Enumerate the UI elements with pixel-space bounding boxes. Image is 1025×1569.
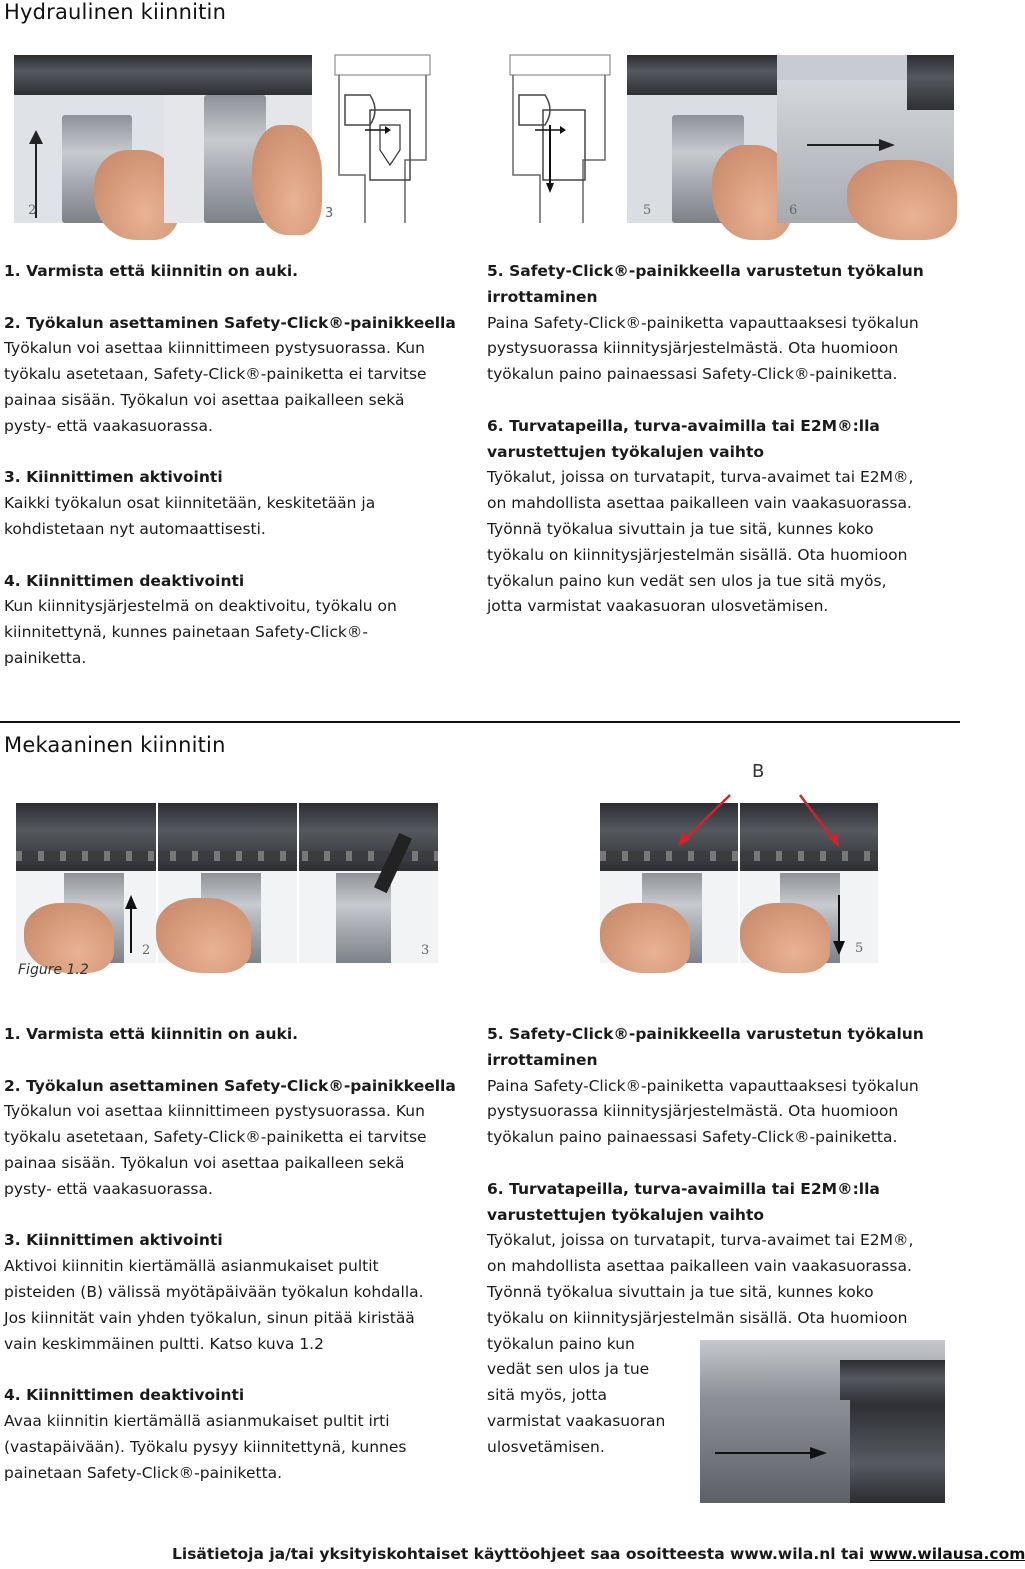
step-4-line: Avaa kiinnitin kiertämällä asianmukaiset pultit irti — [4, 1411, 390, 1430]
step-2-line: painaa sisään. Työkalun voi asettaa paikalleen sekä — [4, 1153, 405, 1172]
figure-number: 6 — [789, 203, 798, 218]
step-6-line: työkalu on kiinnitysjärjestelmän sisällä. Ota huomioon — [487, 1308, 908, 1327]
step-6-line: Työkalut, joissa on turvatapit, turva-avaimet tai E2M®, — [487, 1231, 914, 1250]
step-6-line: Työnnä työkalua sivuttain ja tue sitä, kunnes koko — [487, 1282, 874, 1301]
photo-horizontal-removal — [700, 1340, 945, 1503]
hydraulic-left-column — [4, 259, 474, 672]
step-2-line: työkalu asetetaan, Safety-Click®-painiketta ei tarvitse — [4, 365, 427, 384]
step-3-line: Kaikki työkalun osat kiinnitetään, keskitetään ja — [4, 494, 376, 513]
step-6-line: vedät sen ulos ja tue — [487, 1360, 650, 1379]
red-pointer-arrows — [640, 790, 860, 850]
step-6-line: varmistat vaakasuoran — [487, 1411, 666, 1430]
footer-link[interactable]: www.wilausa.com — [869, 1545, 1025, 1563]
step-2-line: pysty- että vaakasuorassa. — [4, 416, 213, 435]
step-5-line: työkalun paino painaessasi Safety-Click®-painiketta. — [487, 1128, 898, 1147]
step-6-line: työkalu on kiinnitysjärjestelmän sisällä. Ota huomioon — [487, 545, 908, 564]
photo-step-1 — [14, 55, 164, 223]
step-5-title: irrottaminen — [487, 287, 598, 306]
step-5-line: Paina Safety-Click®-painiketta vapauttaaksesi työkalun — [487, 1076, 919, 1095]
figure-number: 3 — [325, 206, 334, 221]
figure-number: 3 — [421, 943, 430, 958]
down-arrow-icon — [830, 895, 848, 955]
step-6-line: työkalun paino kun vedät sen ulos ja tue sitä myös, — [487, 571, 887, 590]
step-2-title: 2. Työkalun asettaminen Safety-Click®-painikkeella — [4, 1076, 456, 1095]
step-4-line: painetaan Safety-Click®-painiketta. — [4, 1463, 283, 1482]
step-5-line: pystysuorassa kiinnitysjärjestelmästä. Ota huomioon — [487, 1102, 899, 1121]
step-6-line: Työnnä työkalua sivuttain ja tue sitä, kunnes koko — [487, 519, 874, 538]
step-6-line: sitä myös, jotta — [487, 1386, 608, 1405]
step-2-line: pysty- että vaakasuorassa. — [4, 1179, 213, 1198]
section-divider — [0, 721, 960, 723]
step-6-line: on mahdollista asettaa paikalleen vain vaakasuorassa. — [487, 1257, 912, 1276]
figure-number: 2 — [28, 203, 37, 218]
step-5-title: 5. Safety-Click®-painikkeella varustetun työkalun — [487, 262, 924, 280]
step-5-line: työkalun paino painaessasi Safety-Click®-painiketta. — [487, 365, 898, 384]
step-4-line: painiketta. — [4, 648, 87, 667]
step-1-title: 1. Varmista että kiinnitin on auki. — [4, 262, 299, 280]
step-3-line: pisteiden (B) välissä myötäpäivään työkalun kohdalla. — [4, 1282, 424, 1301]
step-3-line: kohdistetaan nyt automaattisesti. — [4, 519, 266, 538]
clamp-diagram-closed — [505, 55, 620, 223]
step-2-line: Työkalun voi asettaa kiinnittimeen pystysuorassa. Kun — [4, 339, 425, 358]
clamp-diagram-open — [325, 55, 440, 223]
step-2-line: painaa sisään. Työkalun voi asettaa paikalleen sekä — [4, 390, 405, 409]
figure-number: 5 — [855, 941, 864, 956]
step-6-title: 6. Turvatapeilla, turva-avaimilla tai E2M®:lla — [487, 1179, 880, 1198]
step-3-line: Aktivoi kiinnitin kiertämällä asianmukaiset pultit — [4, 1257, 379, 1276]
photo-step-6 — [777, 55, 954, 223]
step-5-title: 5. Safety-Click®-painikkeella varustetun työkalun — [487, 1025, 924, 1043]
step-3-title: 3. Kiinnittimen aktivointi — [4, 1231, 223, 1250]
section-title-hydraulic: Hydraulinen kiinnitin — [4, 0, 227, 24]
footer-text: Lisätietoja ja/tai yksityiskohtaiset käyttöohjeet saa osoitteesta www.wila.nl tai — [172, 1545, 870, 1563]
right-arrow-icon — [807, 135, 897, 155]
step-4-line: Kun kiinnitysjärjestelmä on deaktivoitu, työkalu on — [4, 597, 397, 616]
step-6-line: työkalun paino kun — [487, 1334, 635, 1353]
photo-step-2 — [164, 55, 312, 223]
step-6-line: ulosvetämisen. — [487, 1437, 605, 1456]
photo-strip-mechanical-insert — [16, 803, 438, 963]
up-arrow-icon — [122, 895, 140, 955]
step-4-title: 4. Kiinnittimen deaktivointi — [4, 571, 245, 590]
step-3-line: vain keskimmäinen pultti. Katso kuva 1.2 — [4, 1334, 324, 1353]
step-6-title: varustettujen työkalujen vaihto — [487, 442, 765, 461]
step-3-line: Jos kiinnität vain yhden työkalun, sinun pitää kiristää — [4, 1308, 415, 1327]
step-4-title: 4. Kiinnittimen deaktivointi — [4, 1386, 245, 1405]
hydraulic-right-column — [487, 259, 957, 620]
step-6-line: on mahdollista asettaa paikalleen vain vaakasuorassa. — [487, 494, 912, 513]
section-title-mechanical: Mekaaninen kiinnitin — [4, 733, 226, 757]
photo-step-5 — [627, 55, 777, 223]
step-6-title: 6. Turvatapeilla, turva-avaimilla tai E2M®:lla — [487, 416, 880, 435]
step-2-title: 2. Työkalun asettaminen Safety-Click®-painikkeella — [4, 313, 456, 332]
step-3-title: 3. Kiinnittimen aktivointi — [4, 468, 223, 487]
marker-b: B — [752, 761, 765, 782]
step-6-title: varustettujen työkalujen vaihto — [487, 1205, 765, 1224]
figure-number: 2 — [142, 943, 151, 958]
mechanical-left-column — [4, 1022, 474, 1486]
step-5-title: irrottaminen — [487, 1050, 598, 1069]
step-5-line: Paina Safety-Click®-painiketta vapauttaaksesi työkalun — [487, 313, 919, 332]
step-2-line: työkalu asetetaan, Safety-Click®-painiketta ei tarvitse — [4, 1128, 427, 1147]
step-1-title: 1. Varmista että kiinnitin on auki. — [4, 1025, 299, 1043]
right-arrow-icon — [715, 1443, 830, 1463]
step-6-line: jotta varmistat vaakasuoran ulosvetämisen. — [487, 597, 829, 616]
step-4-line: kiinnitettynä, kunnes painetaan Safety-Click®- — [4, 623, 368, 642]
step-6-line: Työkalut, joissa on turvatapit, turva-avaimet tai E2M®, — [487, 468, 914, 487]
step-4-line: (vastapäivään). Työkalu pysyy kiinnitettynä, kunnes — [4, 1437, 407, 1456]
step-2-line: Työkalun voi asettaa kiinnittimeen pystysuorassa. Kun — [4, 1102, 425, 1121]
step-5-line: pystysuorassa kiinnitysjärjestelmästä. Ota huomioon — [487, 339, 899, 358]
figure-number: 5 — [643, 203, 652, 218]
figure-caption: Figure 1.2 — [18, 962, 89, 978]
footer-note — [172, 1545, 1025, 1563]
